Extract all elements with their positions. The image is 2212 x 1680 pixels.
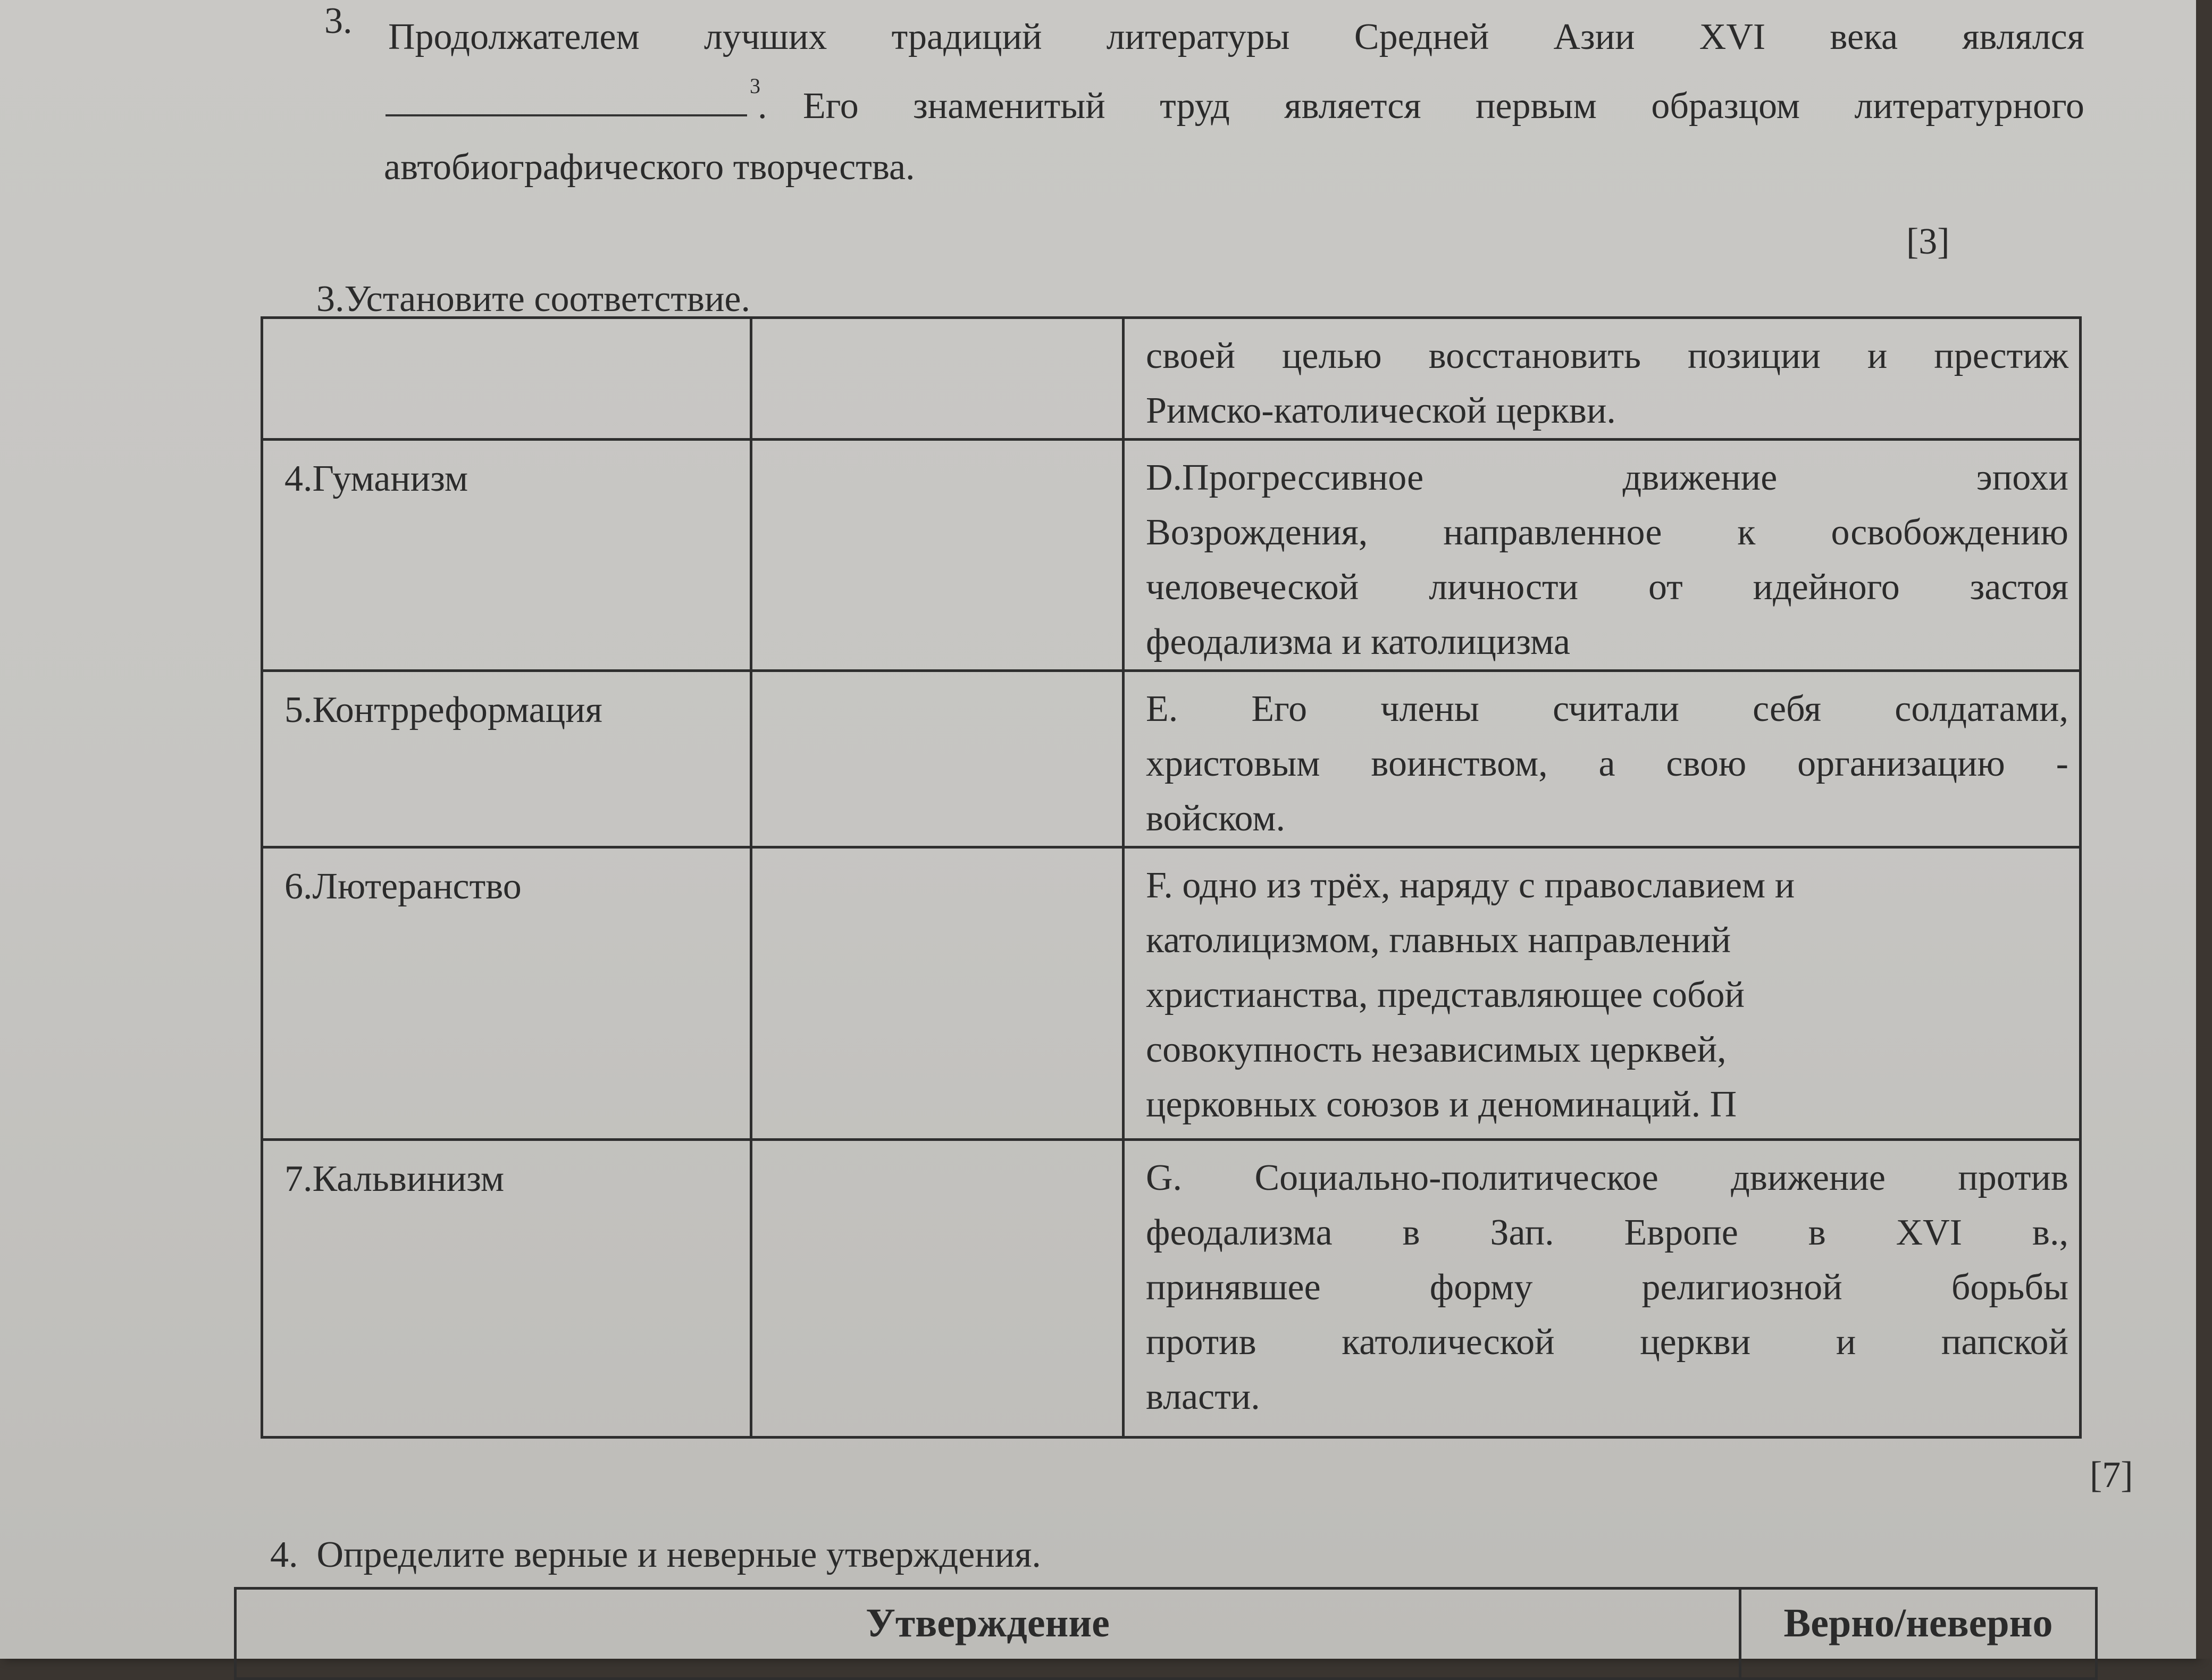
q3-line1-word: Продолжателем xyxy=(388,16,640,57)
definition-line: власти. xyxy=(1146,1376,1260,1417)
table-row xyxy=(262,318,2081,440)
q3-line1-word: Средней xyxy=(1354,16,1489,57)
q3-line1-word: литературы xyxy=(1106,16,1290,57)
blank-superscript: 3 xyxy=(750,74,760,98)
answer-cell[interactable] xyxy=(751,318,1124,440)
definition-line: F. одно из трёх, наряду с православием и xyxy=(1146,865,1795,906)
definition-line: G. Социально-политическое движение против xyxy=(1146,1157,2068,1198)
term-cell xyxy=(262,318,751,440)
q3-line2-word: знаменитый xyxy=(913,86,1105,127)
q3-line1-word: века xyxy=(1830,16,1898,57)
q3-line2-word: литературного xyxy=(1854,86,2084,127)
header-true-false: Верно/неверно xyxy=(1740,1589,2097,1679)
definition-line: войском. xyxy=(1146,798,1286,839)
definition-line: совокупность независимых церквей, xyxy=(1146,1029,1727,1070)
definition-cell xyxy=(1124,440,2081,671)
q3-line1-word: являлся xyxy=(1962,16,2084,57)
definition-line: церковных союзов и деноминаций. П xyxy=(1146,1084,1737,1125)
matching-table xyxy=(261,316,2082,1439)
definition-line: феодализма и католицизма xyxy=(1146,621,1570,662)
definition-line: принявшее форму религиозной борьбы xyxy=(1146,1267,2068,1308)
definition-line: Возрождения, направленное к освобождению xyxy=(1146,512,2068,553)
q3-line1-word: лучших xyxy=(703,16,827,57)
score-3: [3] xyxy=(1906,221,1950,262)
task3-title: 3.Установите соответствие. xyxy=(316,279,751,320)
table-row xyxy=(262,847,2081,1140)
definition-cell xyxy=(1124,1140,2081,1438)
q3-line2-word: образцом xyxy=(1651,86,1800,127)
definition-line: феодализма в Зап. Европе в XVI в., xyxy=(1146,1212,2068,1253)
q3-line-3: автобиографического творчества. xyxy=(384,147,915,188)
term-cell: 4.Гуманизм xyxy=(262,440,751,671)
score-7: [7] xyxy=(2090,1455,2133,1496)
answer-cell[interactable] xyxy=(751,440,1124,671)
q3-line2-word: является xyxy=(1284,86,1421,127)
header-statement: Утверждение xyxy=(236,1589,1740,1679)
q3-line1-word: традиций xyxy=(891,16,1042,57)
q3-line2-word: Его xyxy=(803,86,859,127)
definition-cell xyxy=(1124,318,2081,440)
term-cell: 5.Контрреформация xyxy=(262,671,751,847)
q3-line2-word: первым xyxy=(1475,86,1597,127)
q3-line1-word: Азии xyxy=(1553,16,1635,57)
q3-line2-dot: . xyxy=(758,86,767,127)
true-false-table xyxy=(234,1587,2098,1680)
answer-blank-3[interactable] xyxy=(386,114,747,116)
definition-line: против католической церкви и папской xyxy=(1146,1322,2068,1363)
definition-line: католицизмом, главных направлений xyxy=(1146,920,1731,961)
term-cell: 7.Кальвинизм xyxy=(262,1140,751,1438)
definition-line: E. Его члены считали себя солдатами, xyxy=(1146,688,2068,729)
definition-cell xyxy=(1124,847,2081,1140)
q3-line-1 xyxy=(388,16,2084,57)
q3-line1-word: XVI xyxy=(1699,16,1766,57)
definition-line: своей целью восстановить позиции и престиж xyxy=(1146,335,2068,376)
definition-line: христианства, представляющее собой xyxy=(1146,975,1745,1015)
task4-title: 4. Определите верные и неверные утверждения. xyxy=(270,1534,1041,1575)
answer-cell[interactable] xyxy=(751,847,1124,1140)
definition-line: D.Прогрессивное движение эпохи xyxy=(1146,457,2068,498)
background-table-edge xyxy=(2196,0,2212,1659)
definition-line: христовым воинством, а свою организацию - xyxy=(1146,743,2068,784)
q3-line-2 xyxy=(803,88,2084,125)
term-cell: 6.Лютеранство xyxy=(262,847,751,1140)
q3-line2-word: труд xyxy=(1160,86,1230,127)
table-row xyxy=(262,671,2081,847)
definition-cell xyxy=(1124,671,2081,847)
answer-cell[interactable] xyxy=(751,1140,1124,1438)
answer-cell[interactable] xyxy=(751,671,1124,847)
q3-number: 3. xyxy=(324,1,353,41)
definition-line: человеческой личности от идейного застоя xyxy=(1146,567,2068,608)
table-row xyxy=(262,1140,2081,1438)
definition-line: Римско-католической церкви. xyxy=(1146,390,1616,431)
table-row xyxy=(262,440,2081,671)
